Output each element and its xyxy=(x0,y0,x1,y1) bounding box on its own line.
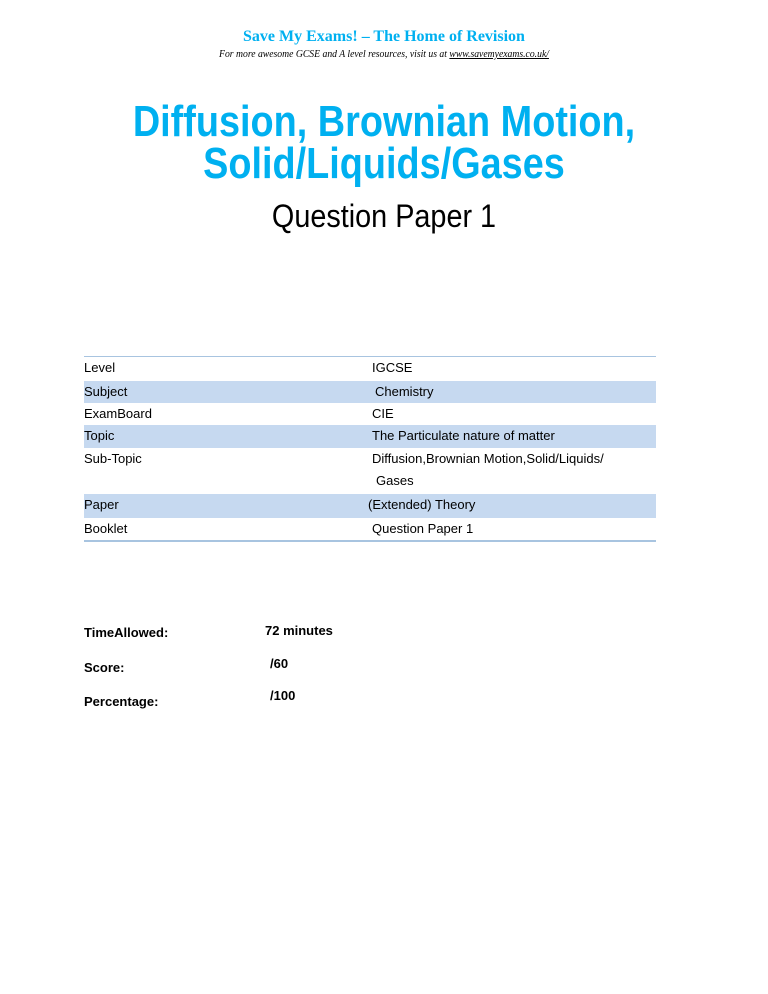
row-value: Question Paper 1 xyxy=(372,521,474,536)
row-label: Subject xyxy=(84,384,128,399)
table-row-paper xyxy=(84,494,656,518)
row-value: (Extended) Theory xyxy=(368,497,476,512)
row-value: CIE xyxy=(372,406,394,421)
row-value-line1: Diffusion,Brownian Motion,Solid/Liquids/ xyxy=(372,451,604,466)
row-label: Sub-Topic xyxy=(84,451,142,466)
table-row-subtopic xyxy=(84,448,656,494)
row-label: Booklet xyxy=(84,521,128,536)
row-value: The Particulate nature of matter xyxy=(372,428,555,443)
row-value xyxy=(372,448,656,494)
tagline xyxy=(46,48,722,60)
tagline-text: For more awesome GCSE and A level resources, visit us at xyxy=(219,48,450,60)
title-line-2: Solid/Liquids/Gases xyxy=(203,139,565,188)
title-line-1: Diffusion, Brownian Motion, xyxy=(132,97,636,146)
score-label: Score: xyxy=(84,660,125,675)
score-value: /60 xyxy=(270,656,289,671)
row-value: Chemistry xyxy=(375,384,434,399)
table-row-subject xyxy=(84,381,656,403)
row-value-line2: Gases xyxy=(376,473,414,488)
percentage-value: /100 xyxy=(270,688,296,703)
table-row-booklet xyxy=(84,518,656,540)
row-value: IGCSE xyxy=(372,360,413,375)
row-label: Topic xyxy=(84,428,115,443)
time-allowed-label: TimeAllowed: xyxy=(84,625,169,640)
table-row-level xyxy=(84,357,656,381)
row-label: Level xyxy=(84,360,116,375)
website-link[interactable]: www.savemyexams.co.uk/ xyxy=(449,48,549,60)
time-allowed-value: 72 minutes xyxy=(265,623,333,638)
table-row-topic xyxy=(84,425,656,448)
table-row-examboard xyxy=(84,403,656,425)
row-label: ExamBoard xyxy=(84,406,152,421)
percentage-label: Percentage: xyxy=(84,694,159,709)
subtitle: Question Paper 1 xyxy=(271,198,497,234)
brand-header: Save My Exams! – The Home of Revision xyxy=(243,28,525,45)
info-table xyxy=(84,356,656,542)
row-label: Paper xyxy=(84,497,119,512)
